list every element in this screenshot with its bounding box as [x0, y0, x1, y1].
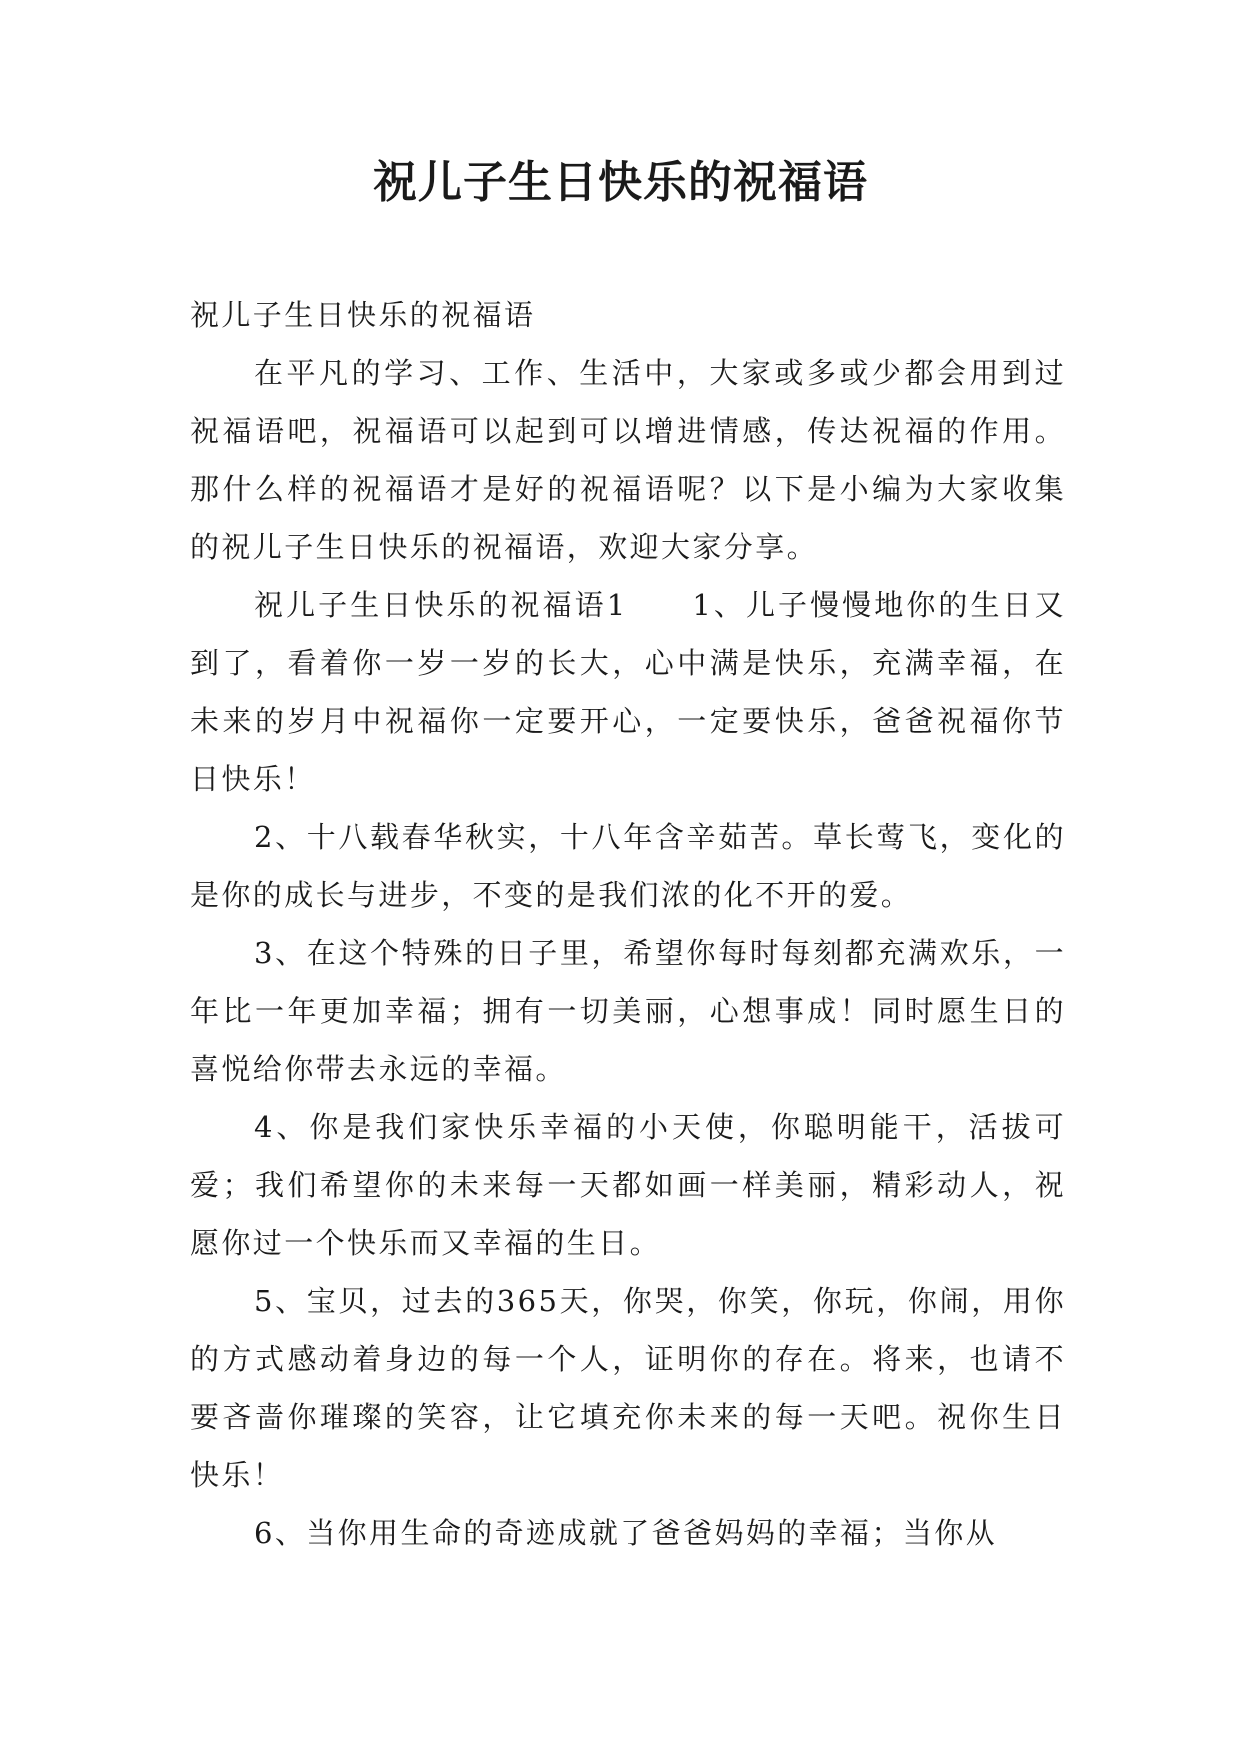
intro-paragraph: 在平凡的学习、工作、生活中，大家或多或少都会用到过祝福语吧，祝福语可以起到可以增进情感，传达祝福的作用。那什么样的祝福语才是好的祝福语呢？以下是小编为大家收集的祝儿子生日快乐的祝福语，欢迎大家分享。 — [190, 356, 1066, 564]
wish-paragraph-2: 2、十八载春华秋实，十八年含辛茹苦。草长莺飞，变化的是你的成长与进步，不变的是我们浓的化不开的爱。 — [190, 820, 1066, 912]
subtitle-paragraph: 祝儿子生日快乐的祝福语 — [190, 298, 536, 332]
wish-paragraph-4: 4、你是我们家快乐幸福的小天使，你聪明能干，活拔可爱；我们希望你的未来每一天都如画一样美丽，精彩动人，祝愿你过一个快乐而又幸福的生日。 — [190, 1110, 1066, 1260]
wish-paragraph-1: 祝儿子生日快乐的祝福语1 1、儿子慢慢地你的生日又到了，看着你一岁一岁的长大，心中满是快乐，充满幸福，在未来的岁月中祝福你一定要开心，一定要快乐，爸爸祝福你节日快乐！ — [190, 588, 1066, 796]
document-title: 祝儿子生日快乐的祝福语 — [373, 157, 868, 208]
wish-paragraph-5: 5、宝贝，过去的365天，你哭，你笑，你玩，你闹，用你的方式感动着身边的每一个人，证明你的存在。将来，也请不要吝啬你璀璨的笑容，让它填充你未来的每一天吧。祝你生日快乐！ — [190, 1284, 1066, 1492]
document-body — [190, 286, 1066, 1562]
wish-paragraph-3: 3、在这个特殊的日子里，希望你每时每刻都充满欢乐，一年比一年更加幸福；拥有一切美丽，心想事成！同时愿生日的喜悦给你带去永远的幸福。 — [190, 936, 1066, 1086]
wish-paragraph-6: 6、当你用生命的奇迹成就了爸爸妈妈的幸福；当你从 — [254, 1516, 998, 1550]
